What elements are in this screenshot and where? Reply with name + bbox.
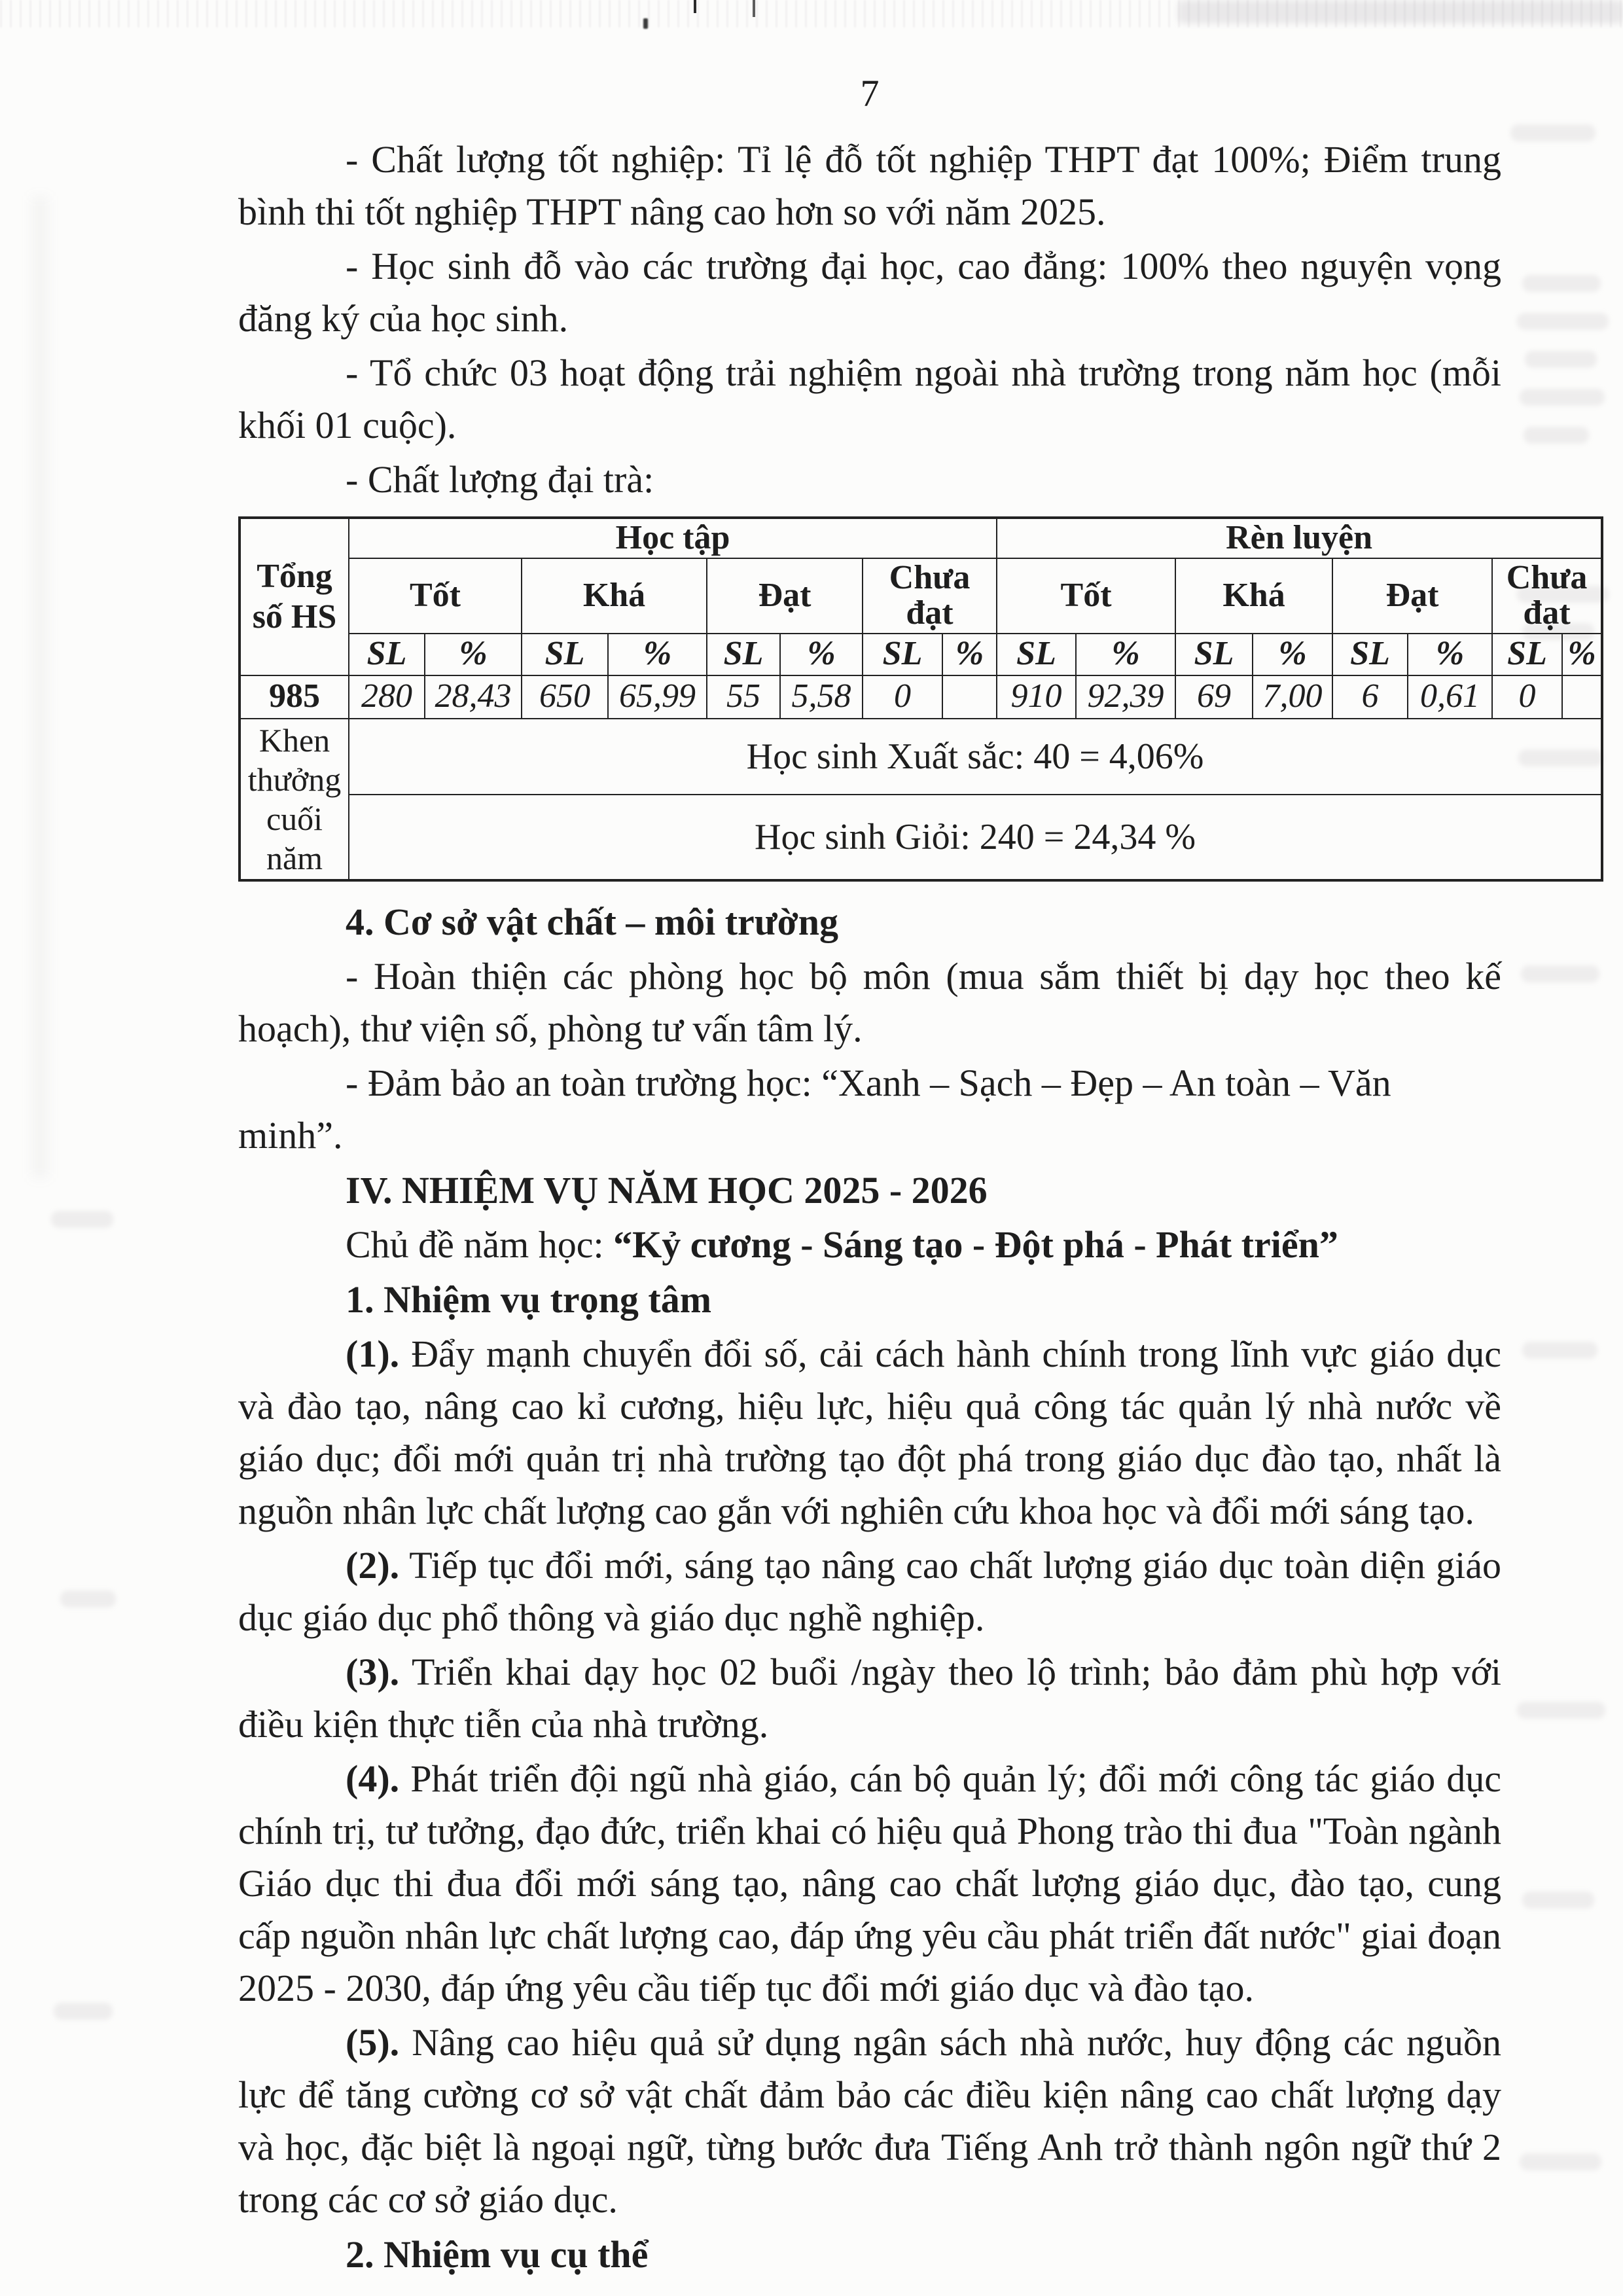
table-subheader-sl: SL [863, 634, 942, 675]
table-cell: 0,61 [1408, 675, 1492, 719]
table-header-ren-luyen: Rèn luyện [997, 518, 1602, 558]
section-iv-heading: IV. NHIỆM VỤ NĂM HỌC 2025 - 2026 [346, 1168, 988, 1211]
subsection2-heading: 2. Nhiệm vụ cụ thể [346, 2233, 649, 2276]
task-2-text: Tiếp tục đổi mới, sáng tạo nâng cao chất lượng giáo dục toàn diện giáo dục giáo dục phổ thông và giáo dục nghề nghiệp. [238, 1543, 1501, 1639]
year-theme-slogan: “Kỷ cương - Sáng tạo - Đột phá - Phát triển” [613, 1223, 1338, 1266]
paragraph-activities: - Tổ chức 03 hoạt động trải nghiệm ngoài nhà trường trong năm học (mỗi khối 01 cuộc). [238, 351, 1501, 446]
table-cell: 28,43 [425, 675, 522, 719]
task-5-text: Nâng cao hiệu quả sử dụng ngân sách nhà nước, huy động các nguồn lực để tăng cường cơ sở vật chất đảm bảo các điều kiện nâng cao chất lượng dạy và học, đặc biệt là ngoại ngữ, từng bước đưa Tiếng Anh trở thành ngôn ngữ thứ 2 trong các cơ sở giáo dục. [238, 2020, 1501, 2221]
year-theme-prefix: Chủ đề năm học: [346, 1223, 614, 1266]
table-cell: 0 [1492, 675, 1562, 719]
table-subheader-pct: % [780, 634, 863, 675]
table-subheader-pct: % [425, 634, 522, 675]
table-award-excellent: Học sinh Xuất sắc: 40 = 4,06% [349, 719, 1602, 795]
task-4 [238, 1753, 1501, 2015]
task-3 [238, 1646, 1501, 1751]
table-subheader-sl: SL [1332, 634, 1408, 675]
task-1-text: Đẩy mạnh chuyển đổi số, cải cách hành chính trong lĩnh vực giáo dục và đào tạo, nâng cao kỉ cương, hiệu lực, hiệu quả công tác quản lý nhà nước về giáo dục; đổi mới quản trị nhà trường tạo đột phá trong giáo dục đào tạo, nhất là nguồn nhân lực chất lượng cao gắn với nghiên cứu khoa học và đổi mới sáng tạo. [238, 1332, 1501, 1532]
table-header-level: Khá [1175, 558, 1332, 634]
table-cell: 0 [863, 675, 942, 719]
paragraph-mass-quality: - Chất lượng đại trà: [346, 458, 654, 501]
table-cell: 55 [707, 675, 780, 719]
paragraph-graduation-quality: - Chất lượng tốt nghiệp: Tỉ lệ đỗ tốt nghiệp THPT đạt 100%; Điểm trung bình thi tốt nghiệp THPT nâng cao hơn so với năm 2025. [238, 138, 1501, 233]
table-cell: 910 [997, 675, 1076, 719]
task-4-text: Phát triển đội ngũ nhà giáo, cán bộ quản lý; đổi mới công tác giáo dục chính trị, tư tưởng, đạo đức, triển khai có hiệu quả Phong trào thi đua "Toàn ngành Giáo dục thi đua đổi mới sáng tạo, nâng cao chất lượng giáo dục, đào tạo, cung cấp nguồn nhân lực chất lượng cao, đáp ứng yêu cầu phát triển đất nước" giai đoạn 2025 - 2030, đáp ứng yêu cầu tiếp tục đổi mới giáo dục và đào tạo. [238, 1757, 1501, 2009]
task-1 [238, 1328, 1501, 1537]
table-cell-total: 985 [240, 675, 349, 719]
table-header-level: Tốt [997, 558, 1175, 634]
task-3-text: Triển khai dạy học 02 buổi /ngày theo lộ trình; bảo đảm phù hợp với điều kiện thực tiễn của nhà trường. [238, 1650, 1501, 1746]
table-subheader-pct: % [942, 634, 997, 675]
task-3-number: (3). [346, 1650, 400, 1693]
table-award-label: Khen thưởng cuối năm [240, 719, 349, 880]
table-subheader-pct: % [1253, 634, 1332, 675]
table-subheader-sl: SL [349, 634, 425, 675]
task-5-number: (5). [346, 2020, 400, 2064]
year-theme [238, 1219, 1501, 1271]
section4-heading: 4. Cơ sở vật chất – môi trường [346, 900, 838, 943]
table-subheader-pct: % [1562, 634, 1602, 675]
table-subheader-sl: SL [1492, 634, 1562, 675]
table-header-level: Đạt [707, 558, 863, 634]
task-5 [238, 2017, 1501, 2226]
table-subheader-sl: SL [707, 634, 780, 675]
table-cell: 7,00 [1253, 675, 1332, 719]
table-cell [1562, 675, 1602, 719]
page-number: 7 [860, 72, 880, 115]
task-2 [238, 1539, 1501, 1644]
table-cell: 280 [349, 675, 425, 719]
table-header-level: Đạt [1332, 558, 1492, 634]
task-2-number: (2). [346, 1543, 400, 1587]
table-award-good: Học sinh Giỏi: 240 = 24,34 % [349, 795, 1602, 880]
table-cell: 65,99 [608, 675, 707, 719]
student-quality-table [238, 516, 1603, 882]
paragraph-university-admission: - Học sinh đỗ vào các trường đại học, cao đẳng: 100% theo nguyện vọng đăng ký của học sinh. [238, 245, 1501, 340]
table-cell: 69 [1175, 675, 1253, 719]
table-subheader-sl: SL [1175, 634, 1253, 675]
table-subheader-pct: % [1408, 634, 1492, 675]
table-cell: 5,58 [780, 675, 863, 719]
table-subheader-sl: SL [997, 634, 1076, 675]
task-1-number: (1). [346, 1332, 400, 1375]
table-header-total-students: Tổng số HS [240, 518, 349, 675]
table-header-hoc-tap: Học tập [349, 518, 997, 558]
table-header-level: Chưa đạt [863, 558, 997, 634]
section4-item-safety: - Đảm bảo an toàn trường học: “Xanh – Sạch – Đẹp – An toàn – Văn minh”. [238, 1061, 1391, 1157]
table-header-level: Khá [522, 558, 707, 634]
table-cell [942, 675, 997, 719]
table-cell: 650 [522, 675, 608, 719]
table-subheader-pct: % [608, 634, 707, 675]
section4-item-facilities: - Hoàn thiện các phòng học bộ môn (mua sắm thiết bị dạy học theo kế hoạch), thư viện số, phòng tư vấn tâm lý. [238, 954, 1501, 1050]
table-subheader-pct: % [1076, 634, 1175, 675]
table-cell: 6 [1332, 675, 1408, 719]
subsection1-heading: 1. Nhiệm vụ trọng tâm [346, 1278, 712, 1321]
table-header-level: Chưa đạt [1492, 558, 1602, 634]
table-header-level: Tốt [349, 558, 522, 634]
task-4-number: (4). [346, 1757, 400, 1800]
table-cell: 92,39 [1076, 675, 1175, 719]
table-subheader-sl: SL [522, 634, 608, 675]
